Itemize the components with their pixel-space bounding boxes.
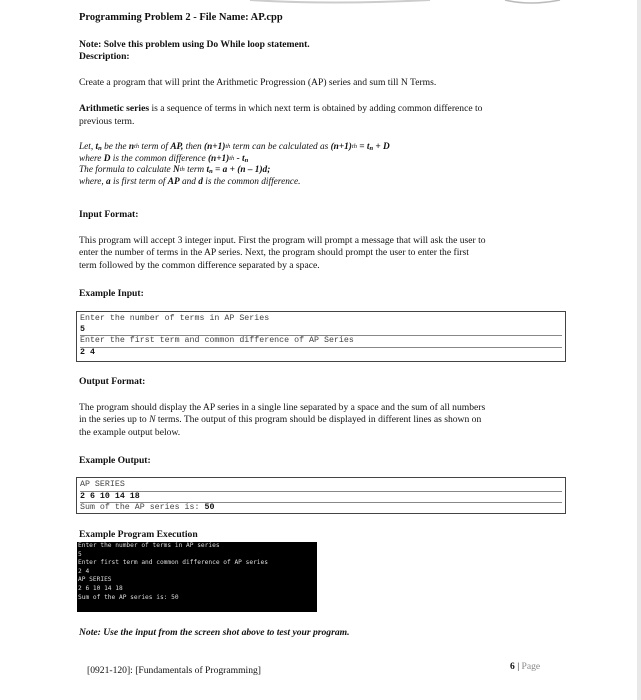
console-line: Enter the number of terms in AP series bbox=[78, 542, 220, 549]
note-loop: Note: Solve this problem using Do While loop statement. bbox=[79, 39, 310, 50]
arithmetic-text-1: is a sequence of terms in which next term is obtained by adding common difference to bbox=[149, 103, 483, 114]
console-line: 2 6 10 14 18 bbox=[78, 584, 123, 592]
console-line: Sum of the AP series is: 50 bbox=[78, 593, 179, 601]
output-format-text: The program should display the AP series in a single line separated by a space and the sum of all numbers in the series up to N terms. The output of this program should be displayed in different lines as shown on the example output below. bbox=[79, 402, 486, 438]
example-input-line: 5 bbox=[80, 324, 85, 334]
formula-line-2: where D is the common difference $(n+1)^{th}$ - tn bbox=[79, 153, 249, 164]
output-format-heading: Output Format: bbox=[79, 376, 146, 387]
example-input-line: 2 4 bbox=[80, 347, 95, 357]
console-line: 5 bbox=[78, 550, 82, 558]
arithmetic-text-2: previous term. bbox=[79, 115, 135, 127]
description-heading: Description: bbox=[79, 51, 130, 62]
console-line: AP SERIES bbox=[78, 576, 112, 584]
page-edge bbox=[637, 0, 641, 700]
page-title: Programming Problem 2 - File Name: AP.cpp bbox=[79, 12, 283, 23]
example-output-heading: Example Output: bbox=[79, 455, 151, 466]
input-format-heading: Input Format: bbox=[79, 209, 139, 220]
input-format-text: This program will accept 3 integer input. First the program will prompt a message that will ask the user to enter the number of terms in the AP series. Next, the program should prompt the user to enter the first term followed by the common difference separated by a space. bbox=[79, 235, 486, 271]
example-output-box bbox=[76, 477, 566, 514]
console-line: 2 4 bbox=[78, 567, 90, 575]
arithmetic-paragraph bbox=[79, 103, 561, 128]
example-output-line: 2 6 10 14 18 bbox=[80, 491, 562, 503]
description-text: Create a program that will print the Arithmetic Progression (AP) series and sum till N Terms. bbox=[79, 77, 437, 88]
execution-heading: Example Program Execution bbox=[79, 529, 198, 540]
console-screenshot bbox=[77, 542, 317, 612]
example-output-line: Sum of the AP series is: 50 bbox=[80, 502, 562, 514]
formula-line-3: The formula to calculate $N^{th}$ term tn = a + (n – 1)d; bbox=[79, 165, 271, 175]
console-line: Enter first term and common difference of AP series bbox=[78, 559, 268, 567]
header-decoration bbox=[0, 0, 641, 8]
arithmetic-term: Arithmetic series bbox=[79, 103, 150, 114]
example-input-line: Enter the number of terms in AP Series bbox=[80, 314, 270, 323]
final-note: Note: Use the input from the screen shot above to test your program. bbox=[79, 627, 350, 638]
example-input-line: Enter the first term and common difference of AP Series bbox=[80, 335, 562, 348]
example-input-heading: Example Input: bbox=[79, 288, 144, 299]
formula-line-4: where, a is first term of AP and d is the common difference. bbox=[79, 176, 301, 187]
example-input-box bbox=[76, 311, 566, 362]
example-output-line: AP SERIES bbox=[80, 480, 125, 489]
formula-line-1: Let, tn be the $n^{th}$ term of AP, then $(n+1)^{th}$ term can be calculated as $(n+1)^{th}$ = tn + D bbox=[79, 142, 390, 152]
footer-course: [0921-120]: [Fundamentals of Programming] bbox=[87, 665, 261, 676]
formula-block bbox=[79, 142, 561, 188]
footer-page-number: 6 | Page bbox=[510, 661, 541, 672]
